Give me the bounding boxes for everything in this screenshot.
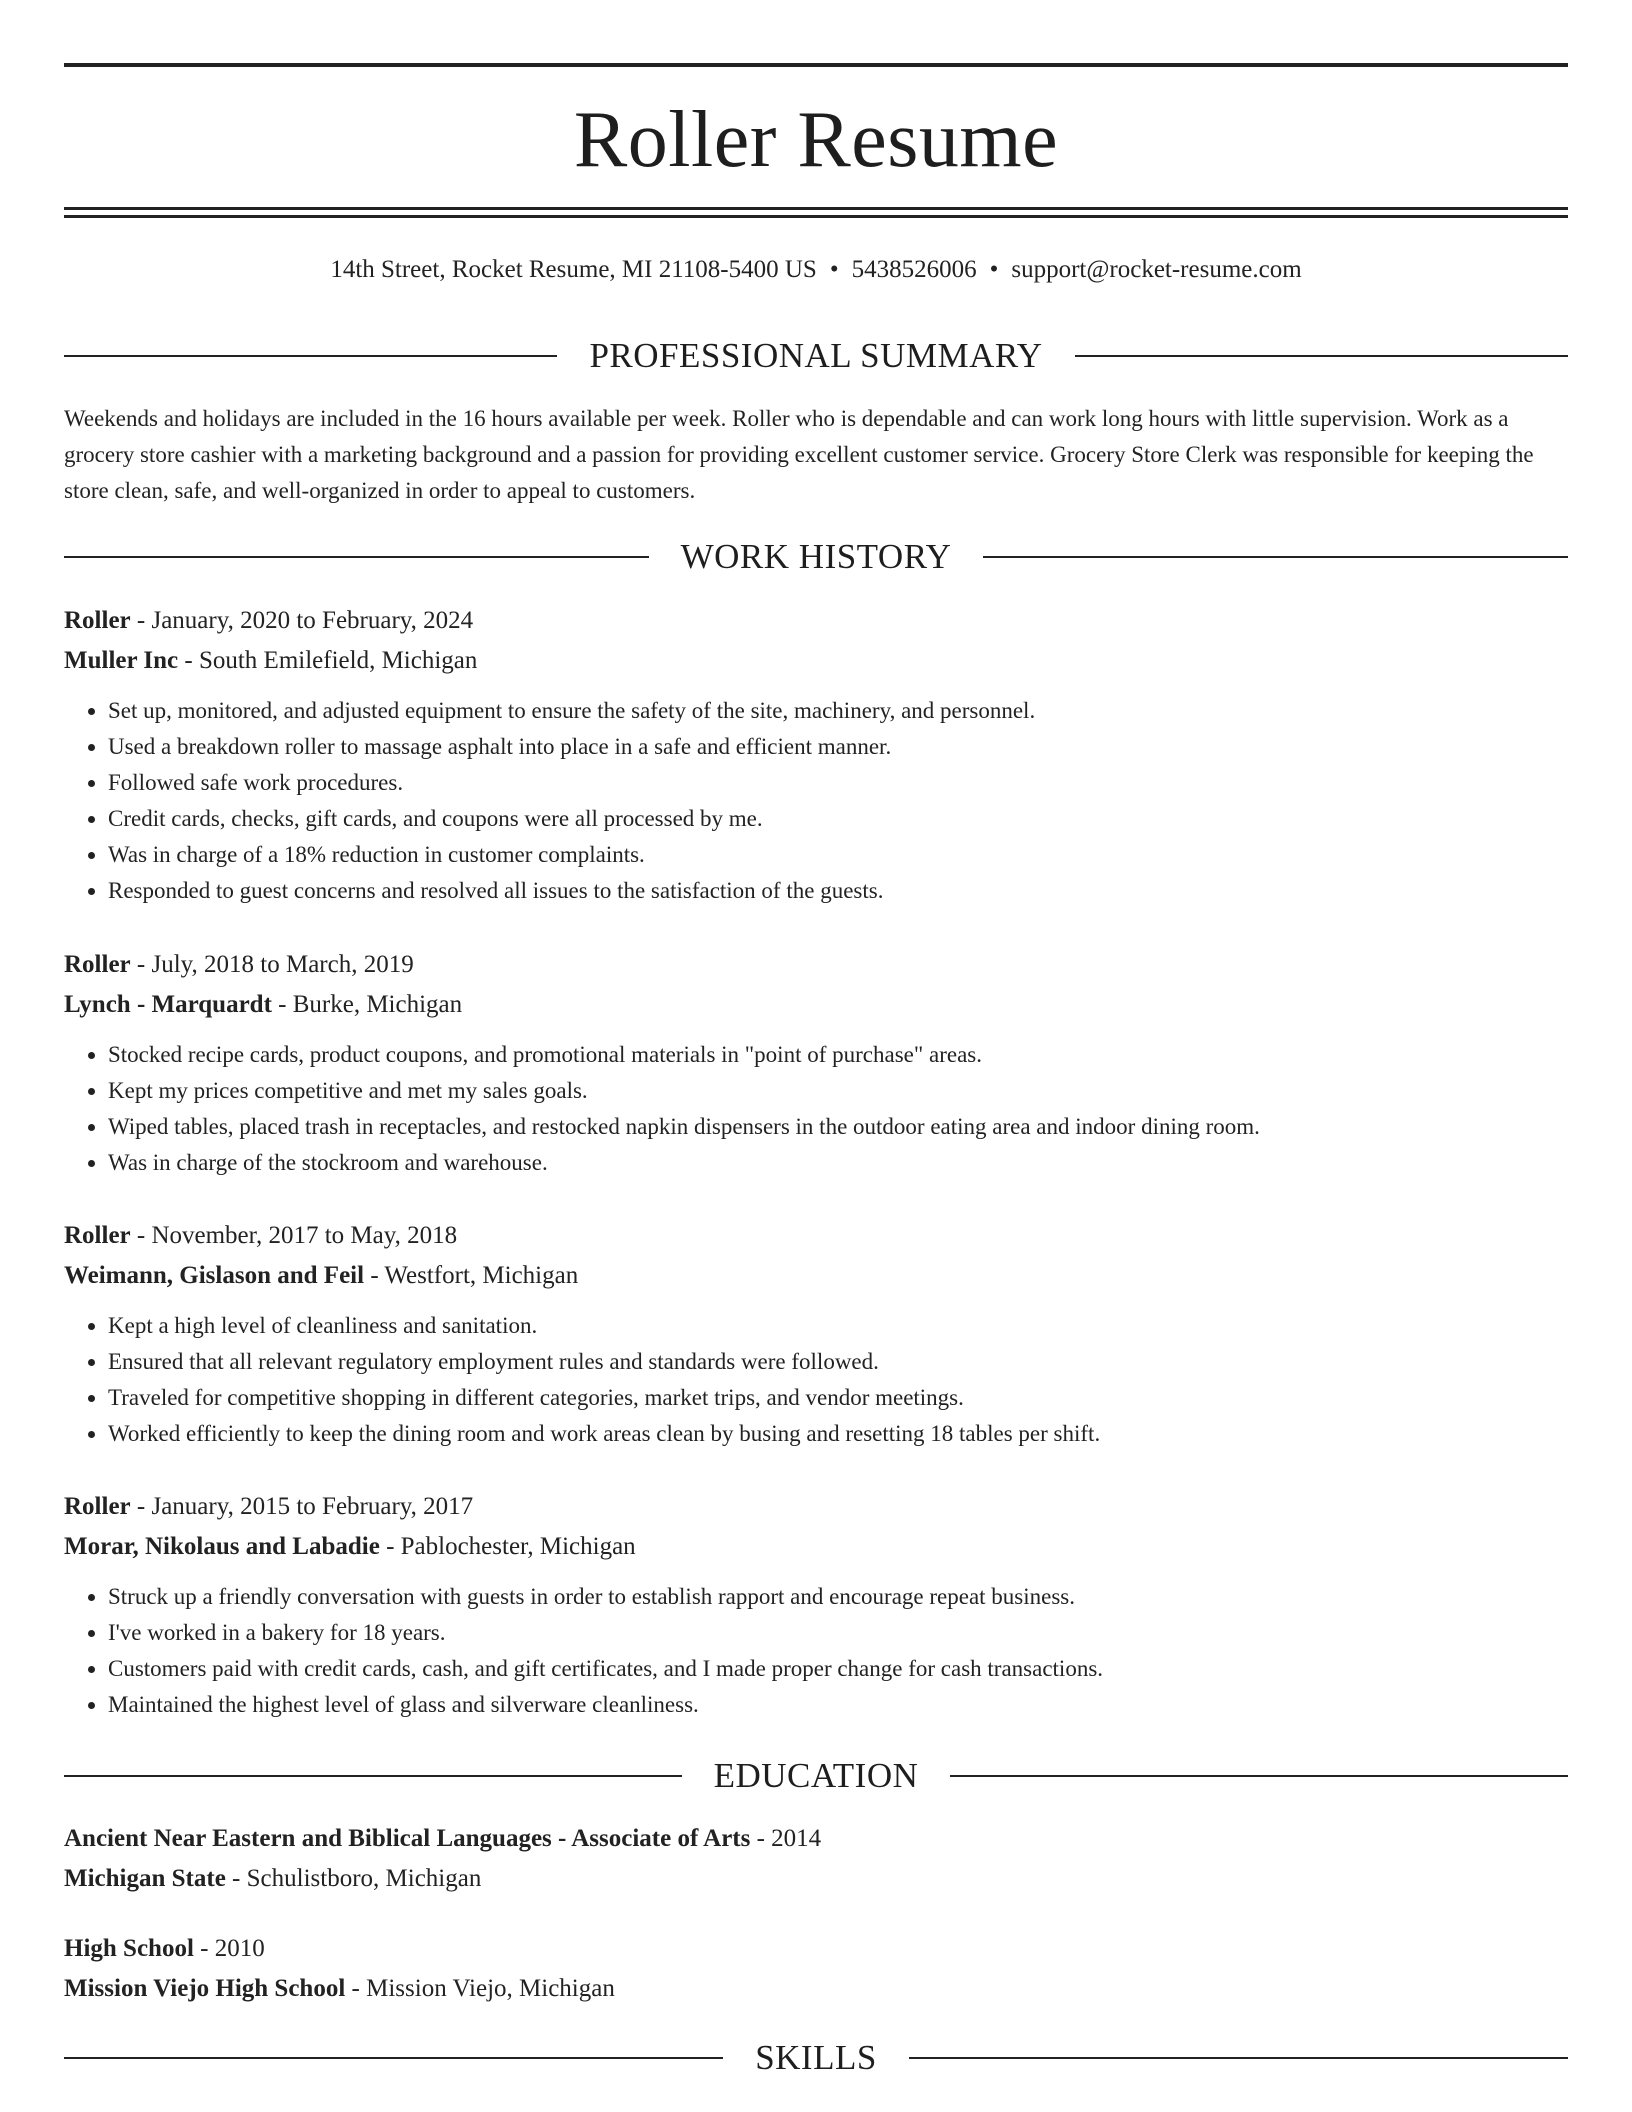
education-year: - 2014: [750, 1825, 822, 1852]
job-company-line: [64, 641, 1568, 681]
job-company: Lynch - Marquardt: [64, 991, 272, 1018]
job-location: - Pablochester, Michigan: [379, 1533, 636, 1560]
work-history-heading: [64, 537, 1568, 577]
education-degree-line: [64, 1819, 1568, 1859]
heading-rule-left: [64, 2057, 723, 2059]
job-bullet: • Ensured that all relevant regulatory employment rules and standards were followed.: [108, 1344, 1568, 1380]
job-bullets: [64, 1037, 1568, 1181]
job-bullet: • Set up, monitored, and adjusted equipment to ensure the safety of the site, machinery, and personnel.: [108, 693, 1568, 729]
job-dates: - July, 2018 to March, 2019: [130, 951, 414, 978]
job-bullet: • I've worked in a bakery for 18 years.: [108, 1615, 1568, 1651]
job-title-line: [64, 1216, 1568, 1256]
job-bullet: • Kept my prices competitive and met my sales goals.: [108, 1073, 1568, 1109]
summary-heading: [64, 336, 1568, 376]
job-title: Roller: [64, 1222, 131, 1249]
header-double-rule-lower: [64, 215, 1568, 218]
job-bullet: • Maintained the highest level of glass and silverware cleanliness.: [108, 1687, 1568, 1723]
job-title: Roller: [64, 951, 131, 978]
job-bullet: • Was in charge of the stockroom and warehouse.: [108, 1145, 1568, 1181]
job-location: - Burke, Michigan: [271, 991, 463, 1018]
heading-rule-left: [64, 355, 557, 357]
skills-title: SKILLS: [755, 2038, 877, 2077]
job-bullet: • Was in charge of a 18% reduction in customer complaints.: [108, 837, 1568, 873]
job-entry: [64, 1487, 1568, 1723]
summary-title: PROFESSIONAL SUMMARY: [589, 336, 1043, 375]
education-school: Michigan State: [64, 1865, 226, 1892]
education-degree: High School: [64, 1935, 194, 1962]
job-dates: - November, 2017 to May, 2018: [130, 1222, 458, 1249]
education-location: - Schulistboro, Michigan: [225, 1865, 482, 1892]
job-title: Roller: [64, 607, 131, 634]
job-location: - Westfort, Michigan: [364, 1262, 579, 1289]
education-degree: Ancient Near Eastern and Biblical Languages - Associate of Arts: [64, 1825, 751, 1852]
job-entry: [64, 1216, 1568, 1452]
job-bullet: • Followed safe work procedures.: [108, 765, 1568, 801]
job-title: Roller: [64, 1493, 131, 1520]
education-location: - Mission Viejo, Michigan: [345, 1975, 615, 2002]
job-bullet: • Credit cards, checks, gift cards, and coupons were all processed by me.: [108, 801, 1568, 837]
job-bullet: • Struck up a friendly conversation with guests in order to establish rapport and encourage repeat business.: [108, 1579, 1568, 1615]
education-entry: [64, 1929, 1568, 2009]
education-title: EDUCATION: [713, 1756, 919, 1795]
education-school-line: [64, 1969, 1568, 2009]
education-degree-line: [64, 1929, 1568, 1969]
heading-rule-right: [983, 556, 1568, 558]
job-entry: [64, 945, 1568, 1181]
job-company: Morar, Nikolaus and Labadie: [64, 1533, 380, 1560]
job-company-line: [64, 1256, 1568, 1296]
education-year: - 2010: [193, 1935, 265, 1962]
heading-rule-right: [950, 1775, 1568, 1777]
job-location: - South Emilefield, Michigan: [178, 647, 478, 674]
job-dates: - January, 2020 to February, 2024: [130, 607, 474, 634]
header-double-rule-upper: [64, 207, 1568, 210]
job-bullet: • Responded to guest concerns and resolved all issues to the satisfaction of the guests.: [108, 873, 1568, 909]
heading-rule-left: [64, 556, 649, 558]
job-company-line: [64, 1527, 1568, 1567]
job-bullet: • Worked efficiently to keep the dining room and work areas clean by busing and resetting 18 tables per shift.: [108, 1416, 1568, 1452]
job-dates: - January, 2015 to February, 2017: [130, 1493, 474, 1520]
job-title-line: [64, 1487, 1568, 1527]
job-bullet: • Kept a high level of cleanliness and sanitation.: [108, 1308, 1568, 1344]
job-bullet: • Wiped tables, placed trash in receptacles, and restocked napkin dispensers in the outdoor eating area and indoor dining room.: [108, 1109, 1568, 1145]
job-company: Weimann, Gislason and Feil: [64, 1262, 365, 1289]
education-school: Mission Viejo High School: [64, 1975, 346, 2002]
job-bullets: [64, 1308, 1568, 1452]
job-bullets: [64, 693, 1568, 909]
contact-email: support@rocket-resume.com: [1011, 256, 1302, 283]
heading-rule-right: [1075, 355, 1568, 357]
job-bullet: • Used a breakdown roller to massage asphalt into place in a safe and efficient manner.: [108, 729, 1568, 765]
heading-rule-right: [909, 2057, 1568, 2059]
job-bullet: • Customers paid with credit cards, cash, and gift certificates, and I made proper change for cash transactions.: [108, 1651, 1568, 1687]
work-history-title: WORK HISTORY: [680, 537, 952, 576]
job-bullets: [64, 1579, 1568, 1723]
heading-rule-left: [64, 1775, 682, 1777]
contact-line: [64, 254, 1568, 286]
job-bullet: • Traveled for competitive shopping in different categories, market trips, and vendor meetings.: [108, 1380, 1568, 1416]
summary-text: Weekends and holidays are included in the 16 hours available per week. Roller who is dependable and can work long hours with little supervision. Work as a grocery store cashier with a marketing background and a passion for providing excellent customer service. Grocery Store Clerk was responsible for keeping the store clean, safe, and well-organized in order to appeal to customers.: [64, 406, 1534, 503]
job-title-line: [64, 945, 1568, 985]
education-entry: [64, 1819, 1568, 1899]
contact-phone: 5438526006: [851, 256, 977, 283]
contact-address: 14th Street, Rocket Resume, MI 21108-5400 US: [330, 256, 817, 283]
job-company-line: [64, 985, 1568, 1025]
job-title-line: [64, 601, 1568, 641]
header-top-rule: [64, 63, 1568, 67]
resume-name: Roller Resume: [573, 96, 1059, 184]
job-entry: [64, 601, 1568, 909]
contact-separator: •: [829, 256, 839, 283]
education-school-line: [64, 1859, 1568, 1899]
education-heading: [64, 1756, 1568, 1796]
job-company: Muller Inc: [64, 647, 179, 674]
skills-heading: [64, 2038, 1568, 2078]
contact-separator: •: [989, 256, 999, 283]
job-bullet: • Stocked recipe cards, product coupons, and promotional materials in "point of purchase" areas.: [108, 1037, 1568, 1073]
